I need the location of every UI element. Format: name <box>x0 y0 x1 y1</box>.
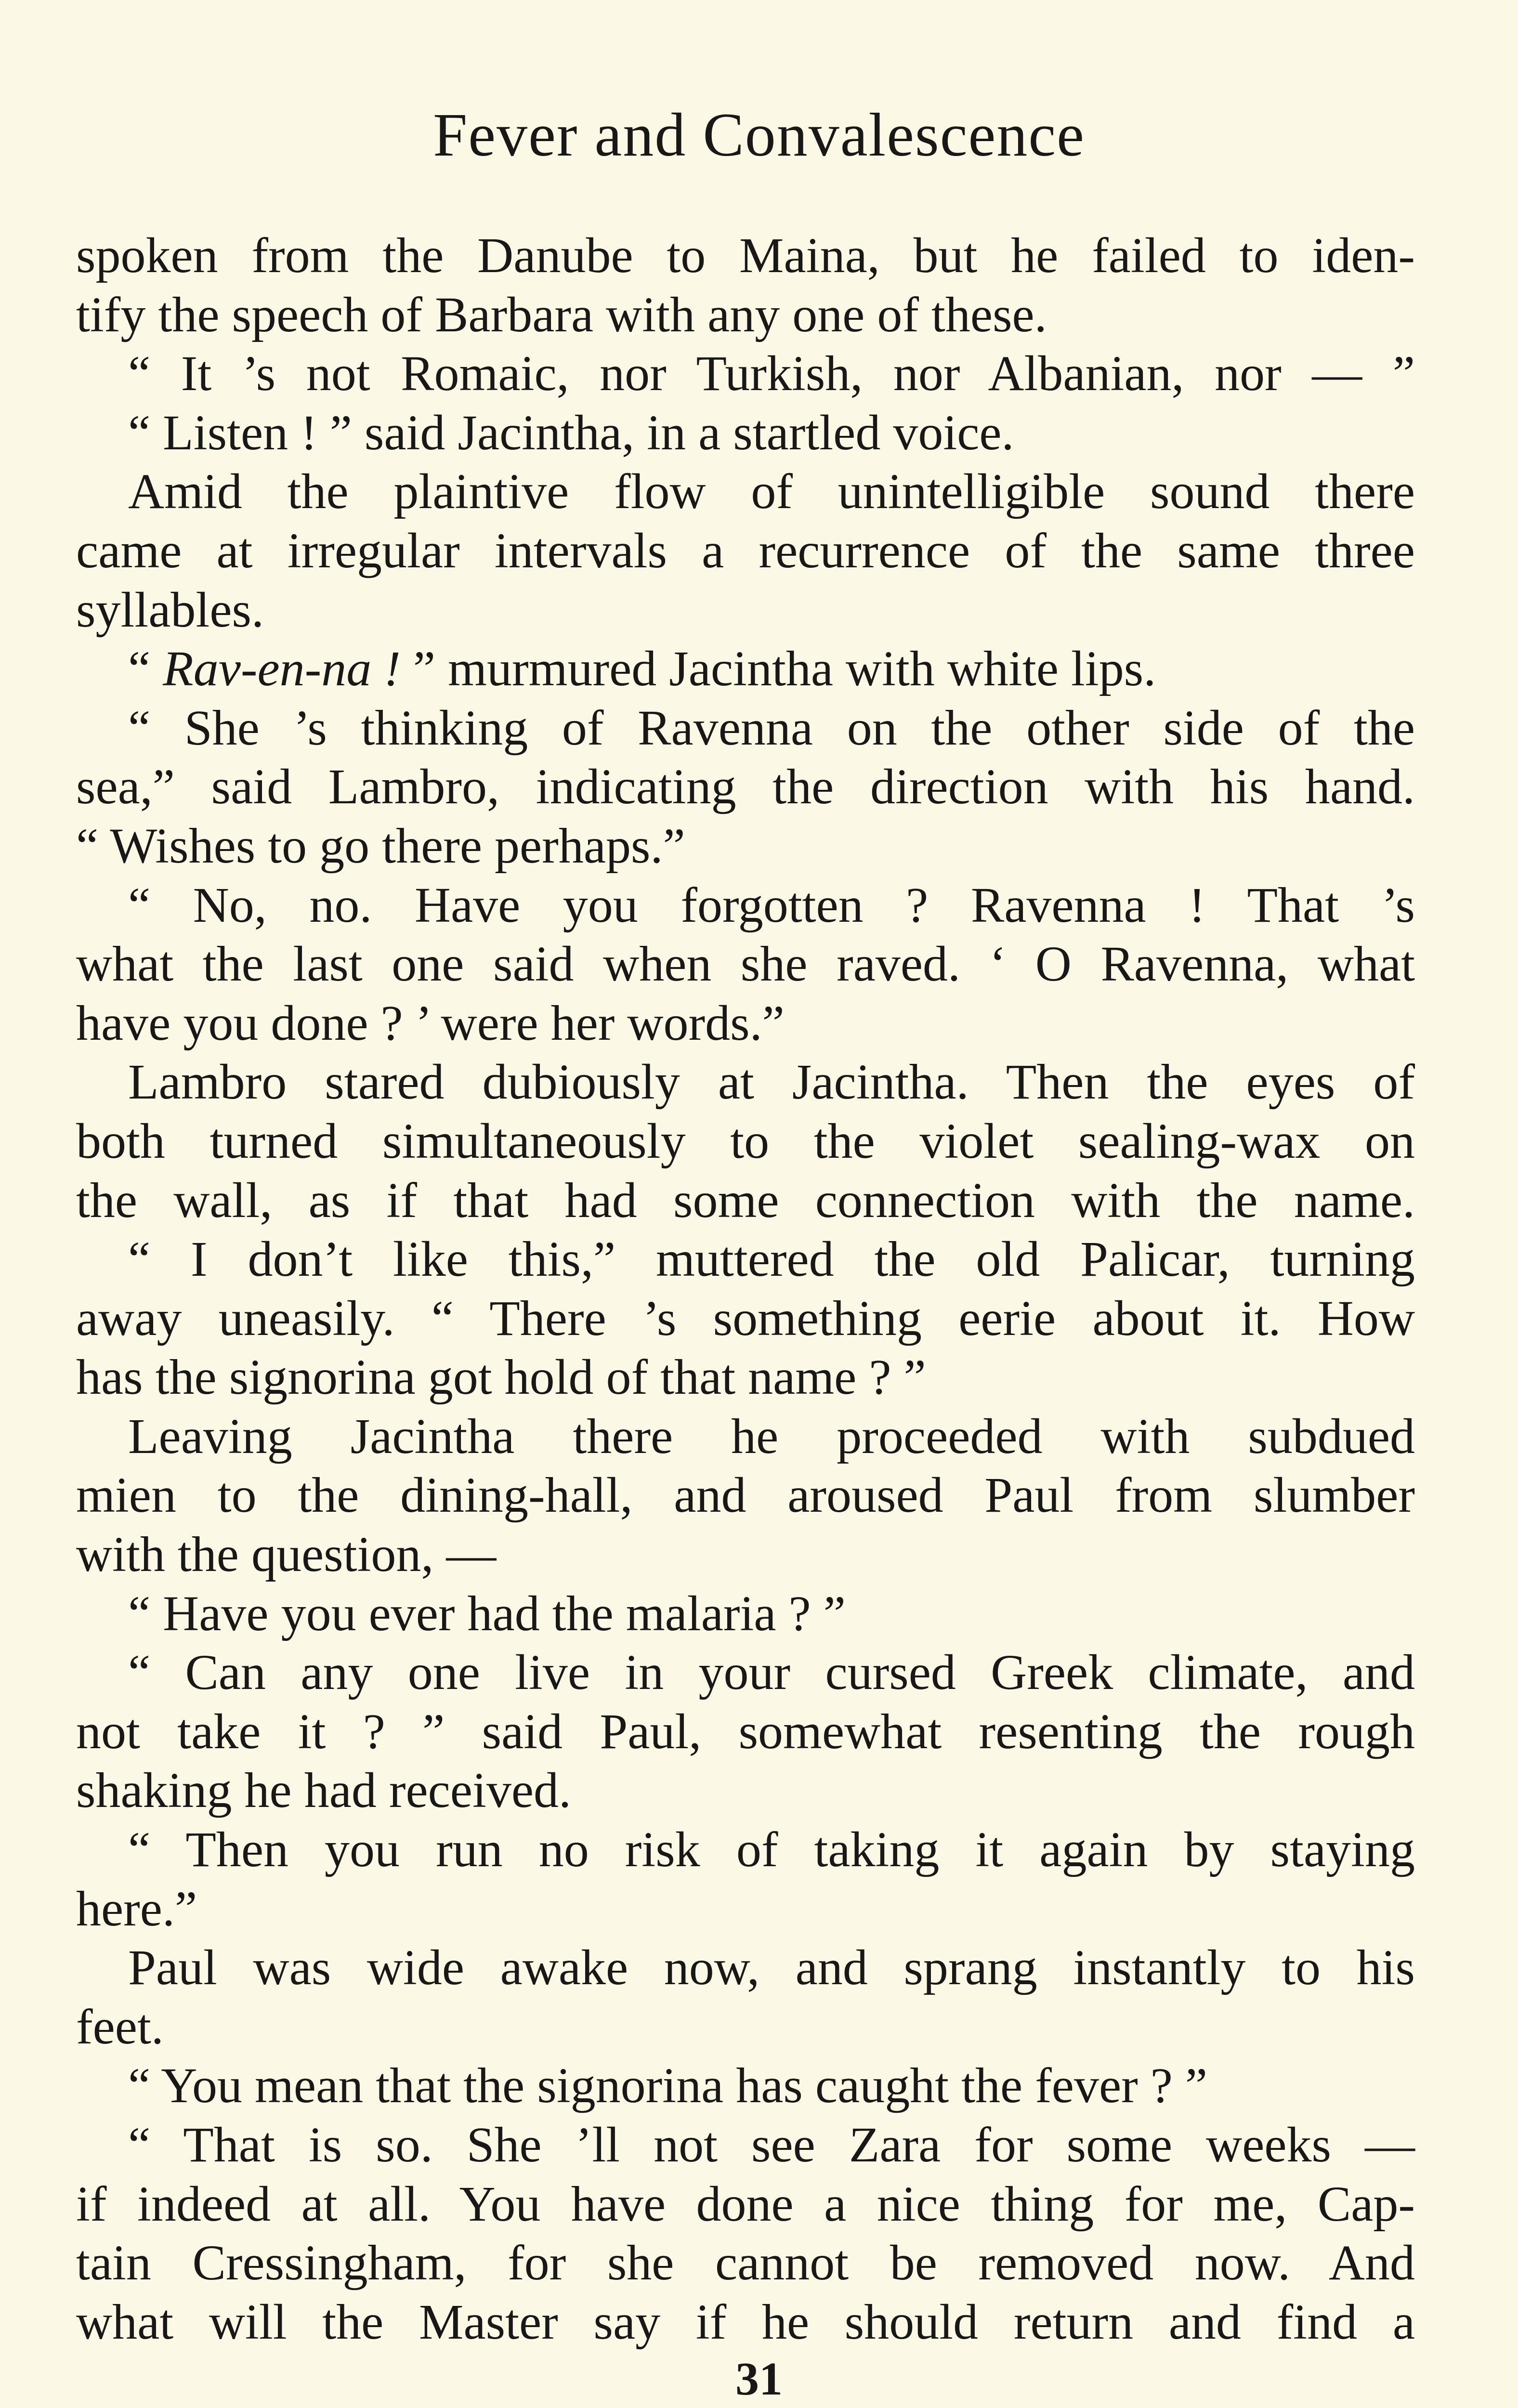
text-line: came at irregular intervals a recurrence of the same three <box>76 523 1415 578</box>
text-line: Amid the plaintive flow of unintelligible sound there <box>128 464 1415 520</box>
text-line: syllables. <box>76 582 264 638</box>
text-line: the wall, as if that had some connection with the name. <box>76 1172 1415 1228</box>
text-line: have you done ? ’ were her words.” <box>76 995 785 1051</box>
text-line: “ She ’s thinking of Ravenna on the other side of the <box>128 700 1415 756</box>
text-line: has the signorina got hold of that name ? ” <box>76 1349 926 1405</box>
text-line: shaking he had received. <box>76 1763 572 1819</box>
text-line: tain Cressingham, for she cannot be removed now. And <box>76 2235 1415 2291</box>
body-text <box>76 226 1415 2352</box>
text-line: spoken from the Danube to Maina, but he failed to iden- <box>76 228 1415 283</box>
text-line: here.” <box>76 1881 197 1937</box>
open-quote: “ <box>128 641 151 697</box>
text-line: “ I don’t like this,” muttered the old Palicar, turning <box>128 1231 1415 1287</box>
text-line: “ Wishes to go there perhaps.” <box>76 818 685 874</box>
text-line: “ Have you ever had the malaria ? ” <box>128 1585 846 1641</box>
text-line <box>76 640 1415 699</box>
line-continuation: ” murmured Jacintha with white lips. <box>400 641 1156 697</box>
text-line: Lambro stared dubiously at Jacintha. Then the eyes of <box>128 1054 1415 1110</box>
text-line: what will the Master say if he should return and find a <box>76 2294 1415 2350</box>
text-line: tify the speech of Barbara with any one of these. <box>76 287 1047 342</box>
text-line: “ Then you run no risk of taking it again by staying <box>128 1822 1415 1878</box>
text-line: “ That is so. She ’ll not see Zara for some weeks — <box>128 2117 1415 2172</box>
text-line: Leaving Jacintha there he proceeded with subdued <box>128 1408 1415 1464</box>
italic-exclamation: Rav-en-na ! <box>163 641 401 697</box>
text-line: not take it ? ” said Paul, somewhat resenting the rough <box>76 1703 1415 1759</box>
text-line: mien to the dining-hall, and aroused Paul from slumber <box>76 1467 1415 1523</box>
text-line: “ Listen ! ” said Jacintha, in a startled voice. <box>128 405 1014 460</box>
text-line: both turned simultaneously to the violet sealing-wax on <box>76 1113 1415 1169</box>
text-line: feet. <box>76 1999 164 2055</box>
text-line: Paul was wide awake now, and sprang instantly to his <box>128 1940 1415 1996</box>
text-line: “ Can any one live in your cursed Greek climate, and <box>128 1645 1415 1701</box>
page-number: 31 <box>735 2353 783 2405</box>
running-header: Fever and Convalescence <box>433 101 1085 169</box>
text-line: “ It ’s not Romaic, nor Turkish, nor Albanian, nor — ” <box>128 346 1415 402</box>
text-line: away uneasily. “ There ’s something eerie about it. How <box>76 1290 1415 1346</box>
text-line: with the question, — <box>76 1527 497 1583</box>
text-line: sea,” said Lambro, indicating the direction with his hand. <box>76 759 1415 815</box>
text-line: “ You mean that the signorina has caught the fever ? ” <box>128 2058 1208 2114</box>
text-line: “ No, no. Have you forgotten ? Ravenna ! That ’s <box>128 877 1415 933</box>
text-line: what the last one said when she raved. ‘ O Ravenna, what <box>76 936 1415 992</box>
text-line: if indeed at all. You have done a nice thing for me, Cap- <box>76 2176 1415 2232</box>
